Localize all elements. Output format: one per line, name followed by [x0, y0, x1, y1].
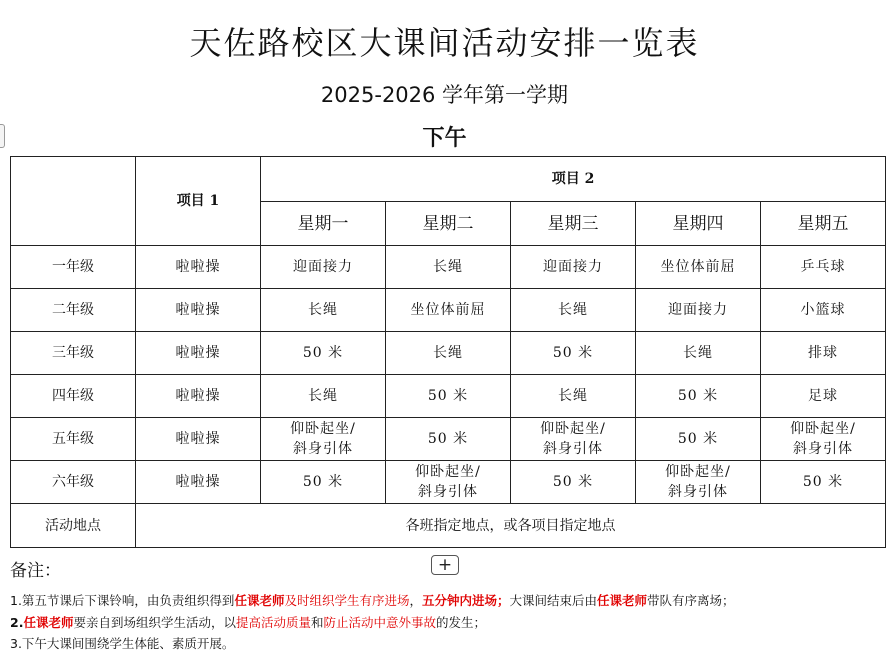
activity-cell	[261, 332, 386, 375]
activity-text: 坐位体前屈	[410, 302, 486, 318]
activity-cell	[511, 461, 636, 504]
activity-text: 50 米	[302, 345, 344, 361]
activity-text: 斜身引体	[293, 441, 353, 457]
activity-cell	[636, 375, 761, 418]
note-segment: 2.	[10, 615, 24, 630]
activity-text: 排球	[808, 345, 839, 361]
note-segment: 大课间结束后由	[509, 593, 598, 608]
note-segment: 及时组织学生有序进场	[284, 593, 410, 608]
location-row	[11, 504, 886, 548]
activity-text: 50 米	[427, 431, 469, 447]
activity-cell	[386, 375, 511, 418]
activity-text: 迎面接力	[668, 302, 728, 318]
activity-text: 迎面接力	[543, 259, 603, 275]
activity-text: 斜身引体	[418, 484, 478, 500]
activity-text: 长绳	[558, 302, 588, 318]
project1-cell: 啦啦操	[136, 246, 261, 289]
day-header: 星期五	[761, 202, 886, 246]
schedule-table	[10, 156, 886, 548]
note-segment: 带队有序离场；	[647, 593, 735, 608]
note-segment: 提高活动质量	[235, 615, 311, 630]
activity-cell	[636, 289, 761, 332]
activity-cell	[386, 246, 511, 289]
note-line-1	[10, 591, 735, 609]
semester-subtitle: 2025-2026 学年第一学期	[320, 83, 569, 107]
activity-text: 仰卧起坐/	[540, 421, 606, 437]
activity-text: 50 米	[302, 474, 344, 490]
day-header: 星期一	[261, 202, 386, 246]
activity-text: 乒乓球	[800, 259, 846, 275]
table-row	[11, 246, 886, 289]
note-segment: 的发生；	[436, 615, 487, 630]
location-label: 活动地点	[11, 504, 136, 548]
activity-text: 迎面接力	[293, 259, 353, 275]
activity-cell	[636, 418, 761, 461]
note-segment: ，	[409, 593, 422, 608]
activity-cell	[761, 246, 886, 289]
activity-text: 50 米	[677, 388, 719, 404]
activity-cell	[386, 332, 511, 375]
table-row	[11, 332, 886, 375]
table-row	[11, 461, 886, 504]
activity-text: 长绳	[308, 302, 338, 318]
activity-text: 仰卧起坐/	[665, 464, 731, 480]
activity-cell	[261, 418, 386, 461]
activity-text: 仰卧起坐/	[415, 464, 481, 480]
activity-cell	[511, 375, 636, 418]
activity-cell	[261, 461, 386, 504]
activity-cell	[261, 375, 386, 418]
note-segment: 五分钟内进场；	[421, 593, 510, 608]
activity-cell	[761, 332, 886, 375]
activity-text: 足球	[808, 388, 839, 404]
project1-cell: 啦啦操	[136, 418, 261, 461]
activity-cell	[511, 289, 636, 332]
note-segment: 任课老师	[597, 593, 648, 608]
activity-text: 斜身引体	[793, 441, 854, 457]
activity-cell	[511, 418, 636, 461]
activity-cell	[761, 461, 886, 504]
activity-text: 长绳	[308, 388, 338, 404]
note-segment: 要亲自到场组织学生活动，以	[73, 615, 236, 630]
activity-cell	[636, 332, 761, 375]
activity-cell	[761, 289, 886, 332]
activity-text: 50 米	[677, 431, 719, 447]
project1-cell: 啦啦操	[136, 375, 261, 418]
corner-cell	[11, 157, 136, 246]
note-segment: 任课老师	[23, 615, 74, 630]
activity-text: 长绳	[558, 388, 588, 404]
activity-text: 斜身引体	[543, 441, 603, 457]
note-segment: 3.下午大课间围绕学生体能、素质开展。	[10, 636, 235, 651]
grade-cell: 一年级	[11, 246, 136, 289]
activity-cell	[636, 246, 761, 289]
activity-cell	[261, 289, 386, 332]
activity-text: 50 米	[552, 474, 594, 490]
grade-cell: 五年级	[11, 418, 136, 461]
note-segment: 任课老师	[234, 593, 285, 608]
day-header: 星期三	[511, 202, 636, 246]
note-line-2	[10, 613, 486, 631]
activity-cell	[386, 418, 511, 461]
activity-cell	[511, 246, 636, 289]
page-title: 天佐路校区大课间活动安排一览表	[189, 24, 700, 62]
table-row	[11, 289, 886, 332]
activity-text: 坐位体前屈	[660, 259, 736, 275]
note-segment: 和	[311, 615, 324, 630]
activity-text: 小篮球	[800, 302, 846, 318]
activity-text: 50 米	[552, 345, 594, 361]
activity-text: 50 米	[427, 388, 469, 404]
table-row	[11, 418, 886, 461]
grade-cell: 四年级	[11, 375, 136, 418]
activity-cell	[261, 246, 386, 289]
activity-text: 长绳	[683, 345, 713, 361]
activity-cell	[511, 332, 636, 375]
activity-cell	[761, 418, 886, 461]
table-row	[11, 375, 886, 418]
project1-header: 项目 1	[136, 157, 261, 246]
grade-cell: 六年级	[11, 461, 136, 504]
grade-cell: 三年级	[11, 332, 136, 375]
grade-cell: 二年级	[11, 289, 136, 332]
activity-cell	[386, 461, 511, 504]
project1-cell: 啦啦操	[136, 332, 261, 375]
note-segment: 1.第五节课后下课铃响，由负责组织得到	[10, 593, 235, 608]
activity-text: 长绳	[433, 259, 463, 275]
project1-cell: 啦啦操	[136, 461, 261, 504]
location-value: 各班指定地点，或各项目指定地点	[136, 504, 886, 548]
day-header: 星期四	[636, 202, 761, 246]
activity-text: 50 米	[802, 474, 844, 490]
activity-text: 仰卧起坐/	[290, 421, 356, 437]
activity-text: 斜身引体	[668, 484, 728, 500]
activity-cell	[386, 289, 511, 332]
add-row-button[interactable]: +	[431, 555, 459, 575]
note-line-3	[10, 634, 234, 652]
session-heading: 下午	[422, 125, 467, 151]
project1-cell: 啦啦操	[136, 289, 261, 332]
activity-cell	[761, 375, 886, 418]
note-segment: 防止活动中意外事故	[323, 615, 437, 630]
activity-text: 长绳	[433, 345, 463, 361]
notes-label: 备注：	[10, 561, 61, 581]
activity-cell	[636, 461, 761, 504]
activity-text: 仰卧起坐/	[790, 421, 856, 437]
day-header: 星期二	[386, 202, 511, 246]
project2-header: 项目 2	[261, 157, 886, 202]
